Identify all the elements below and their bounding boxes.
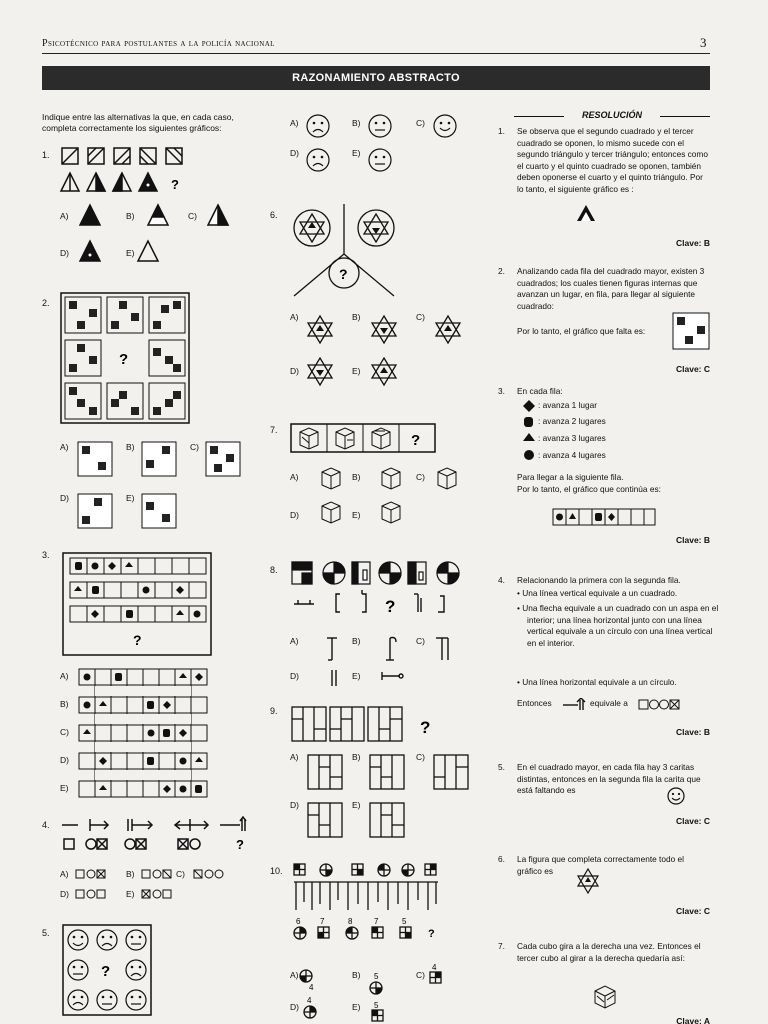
q5-option-d[interactable]: D) <box>290 148 299 158</box>
q1-figure <box>58 145 258 275</box>
resolution-2b: Por lo tanto, el gráfico que falta es: <box>517 326 646 336</box>
q6-number: 6. <box>270 210 278 220</box>
svg-text:5: 5 <box>374 1001 379 1010</box>
r4-item-3: • Una línea horizontal equivale a un círculo. <box>517 677 677 687</box>
svg-text:?: ? <box>101 963 111 980</box>
r7-clave: Clave: A <box>676 1016 710 1024</box>
q6-option-c[interactable]: C) <box>416 312 425 322</box>
q1-option-c[interactable]: C) <box>188 211 197 221</box>
section-banner: RAZONAMIENTO ABSTRACTO <box>42 66 710 90</box>
resolution-1: 1. Se observa que el segundo cuadrado y el tercer cuadrado se oponen, lo mismo sucede con el segundo triángulo y tercer triángulo; entonces como el cuarto y el quinto cuadrado se oponen, también deben oponerse el cuarto y el quinto triángulo. Por lo tanto, el siguiente gráfico es : <box>498 126 708 194</box>
r3-shape-icons <box>522 399 536 463</box>
q4-option-c[interactable]: C) <box>176 869 185 879</box>
q5-option-a[interactable]: A) <box>290 118 299 128</box>
q3-matrix <box>62 552 212 656</box>
q5-number: 5. <box>42 928 50 938</box>
running-title: Psicotécnico para postulantes a la policía nacional <box>42 38 275 49</box>
q4-number: 4. <box>42 820 50 830</box>
svg-text:?: ? <box>236 837 244 852</box>
r6-clave: Clave: C <box>675 906 710 916</box>
q7-option-a[interactable]: A) <box>290 472 299 482</box>
q6-figure <box>280 200 470 395</box>
q2-number: 2. <box>42 298 50 308</box>
page: Psicotécnico para postulantes a la policía nacional 3 RAZONAMIENTO ABSTRACTO Indique entre las alternativas la que, en cada caso, completa correctamente los siguientes gráficos: 1. ? A) B) C) D) E) 2. ? A) B) C) D) E) 3. ? A) B) C) D) E) 4. ? A) B) C) D) E) 5. ? A) B) C) D) E) 6. ? A) B) C) D) E) 7. ? A) B) C) D) E) 8. ? A) B) C) D) E) 9. ? A) B) C) D) E) 10. 6 7 8 7 5 ? 4 5 4 4 5 A) B) C) D) E) RESOLUCIÓN 1. Se observa que el segundo cuadrado y el tercer cuadrado se oponen, lo mismo sucede con el segundo triángulo y tercer triángulo; entonces como el cuarto y el quinto cuadrado se oponen, también deben oponerse el cuarto y el quinto triángulo. Por lo tanto, el siguiente gráfico es : Clave: B 2. Analizando cada fila del cuadrado mayor, existen 3 cuadrados; los cuales tienen figuras internas que avanzan un lugar, en fila, para llegar al siguiente cuadrado: Por lo tanto, el gráfico que falta es: Clave: C 3. En cada fila: : avanza 1 lugar : avanza 2 lugares : avanza 3 lugares : avanza 4 lugares Para llegar a la siguiente fila. Por lo tanto, el gráfico que continúa es: Clave: B 4. Relacionando la primera con la segunda fila. • Una línea vertical equivale a un cuadrado. • Una flecha equivale a un cuadrado con un aspa en el interior; una línea horizontal junto con una línea vertical equivale a un círculo con una línea vertical en el interior. • Una línea horizontal equivale a un círculo. Entonces equivale a Clave: B 5. En el cuadrado mayor, en cada fila hay 3 caritas distintas, entonces en la segunda fila la carita que está faltando es Clave: C 6. La figura que completa correctamente todo el gráfico es Clave: C 7. Cada cubo gira a la derecha una vez. Entonces el tercer cubo al girar a la derecha quedaría así: Clave: A <box>42 35 719 1024</box>
q10-number: 10. <box>270 866 283 876</box>
q4-figure <box>60 815 260 855</box>
svg-text:4: 4 <box>432 963 437 972</box>
svg-text:?: ? <box>339 266 348 282</box>
q1-option-b[interactable]: B) <box>126 211 135 221</box>
q8-figure <box>290 556 470 686</box>
q10-option-e[interactable]: E) <box>352 1002 361 1012</box>
svg-text:4: 4 <box>307 996 312 1005</box>
r5-smiley-icon <box>666 786 686 806</box>
q2-option-a[interactable]: A) <box>60 442 69 452</box>
q10-figure <box>290 860 470 1024</box>
q5-option-e[interactable]: E) <box>352 148 361 158</box>
q5-options-figure <box>300 112 470 178</box>
q9-figure <box>290 703 470 843</box>
q7-option-b[interactable]: B) <box>352 472 361 482</box>
r4-item-2: • Una flecha equivale a un cuadrado con un aspa en el interior; una línea horizontal junto con una línea vertical equivale a un círculo con una línea vertical en el interior. <box>517 603 719 648</box>
q6-option-d[interactable]: D) <box>290 366 299 376</box>
q4-options-figure <box>74 866 254 902</box>
q4-option-b[interactable]: B) <box>126 869 135 879</box>
q8-option-b[interactable]: B) <box>352 636 361 646</box>
q7-option-c[interactable]: C) <box>416 472 425 482</box>
svg-text:?: ? <box>428 928 435 940</box>
r1-triangle-icon <box>576 204 596 222</box>
q8-option-d[interactable]: D) <box>290 671 299 681</box>
q9-option-c[interactable]: C) <box>416 752 425 762</box>
q2-option-c[interactable]: C) <box>190 442 199 452</box>
r3-item-4: : avanza 4 lugares <box>538 450 606 460</box>
q3-number: 3. <box>42 550 50 560</box>
q8-number: 8. <box>270 565 278 575</box>
q2-option-b[interactable]: B) <box>126 442 135 452</box>
q2-option-e[interactable]: E) <box>126 493 135 503</box>
r5-clave: Clave: C <box>675 816 710 826</box>
intro-text: Indique entre las alternativas la que, en cada caso, completa correctamente los siguientes gráficos: <box>42 112 234 133</box>
q9-option-e[interactable]: E) <box>352 800 361 810</box>
q9-number: 9. <box>270 706 278 716</box>
q9-option-d[interactable]: D) <box>290 800 299 810</box>
q8-option-c[interactable]: C) <box>416 636 425 646</box>
svg-text:?: ? <box>385 597 396 616</box>
r3-item-3: : avanza 3 lugares <box>538 433 606 443</box>
q9-option-a[interactable]: A) <box>290 752 299 762</box>
q4-option-d[interactable]: D) <box>60 889 69 899</box>
r1-clave: Clave: B <box>675 238 710 248</box>
q7-option-d[interactable]: D) <box>290 510 299 520</box>
q5-option-b[interactable]: B) <box>352 118 361 128</box>
q5-option-c[interactable]: C) <box>416 118 425 128</box>
svg-text:5: 5 <box>374 972 379 981</box>
q10-option-a[interactable]: A) <box>290 970 299 980</box>
q1-option-d[interactable]: D) <box>60 248 69 258</box>
svg-text:4: 4 <box>309 983 314 992</box>
q10-option-d[interactable]: D) <box>290 1002 299 1012</box>
q5-matrix <box>62 924 152 1016</box>
svg-text:?: ? <box>119 351 129 368</box>
r4-answer-icon <box>638 699 682 711</box>
svg-text:?: ? <box>411 432 421 449</box>
q8-option-a[interactable]: A) <box>290 636 299 646</box>
r7-cube-icon <box>592 984 618 1010</box>
svg-text:?: ? <box>171 177 179 192</box>
r3-clave: Clave: B <box>675 535 710 545</box>
q6-option-e[interactable]: E) <box>352 366 361 376</box>
svg-text:5: 5 <box>402 917 407 926</box>
q3-option-c[interactable]: C) <box>60 727 69 737</box>
r3-item-1: : avanza 1 lugar <box>538 400 598 410</box>
q4-option-e[interactable]: E) <box>126 889 135 899</box>
q6-option-b[interactable]: B) <box>352 312 361 322</box>
r6-star-icon <box>576 868 600 894</box>
r3-text3: Por lo tanto, el gráfico que continúa es: <box>517 484 661 494</box>
q10-option-b[interactable]: B) <box>352 970 361 980</box>
r2-answer-icon <box>672 312 710 350</box>
r3-item-2: : avanza 2 lugares <box>538 416 606 426</box>
svg-text:7: 7 <box>374 917 379 926</box>
r4-clave: Clave: B <box>675 727 710 737</box>
q2-matrix <box>60 292 190 424</box>
q1-option-a[interactable]: A) <box>60 211 69 221</box>
q3-options-figure <box>78 668 210 802</box>
svg-text:?: ? <box>133 632 142 648</box>
svg-text:6: 6 <box>296 917 301 926</box>
q3-option-a[interactable]: A) <box>60 671 69 681</box>
r4-equivale: equivale a <box>590 698 628 708</box>
q7-figure <box>290 420 470 535</box>
q7-number: 7. <box>270 425 278 435</box>
q2-options-figure <box>76 440 266 532</box>
q1-number: 1. <box>42 150 50 160</box>
q7-option-e[interactable]: E) <box>352 510 361 520</box>
resolution-heading: RESOLUCIÓN <box>514 110 710 120</box>
r3-answer-icon <box>552 508 656 526</box>
q10-option-c[interactable]: C) <box>416 970 425 980</box>
r4-arrow-icon <box>562 698 588 712</box>
r3-text2: Para llegar a la siguiente fila. <box>517 472 624 482</box>
r2-clave: Clave: C <box>675 364 710 374</box>
svg-text:7: 7 <box>320 917 325 926</box>
q3-option-e[interactable]: E) <box>60 783 69 793</box>
header-rule <box>42 53 710 54</box>
resolution-2: 2. Analizando cada fila del cuadrado mayor, existen 3 cuadrados; los cuales tienen figuras internas que avanzan un lugar, en fila, para llegar al siguiente cuadrado: <box>498 266 705 311</box>
q4-option-a[interactable]: A) <box>60 869 69 879</box>
q2-option-d[interactable]: D) <box>60 493 69 503</box>
r4-item-1: • Una línea vertical equivale a un cuadrado. <box>517 588 678 598</box>
q6-option-a[interactable]: A) <box>290 312 299 322</box>
page-number: 3 <box>700 35 707 50</box>
q8-option-e[interactable]: E) <box>352 671 361 681</box>
q1-option-e[interactable]: E) <box>126 248 135 258</box>
svg-text:8: 8 <box>348 917 353 926</box>
svg-text:?: ? <box>420 718 431 737</box>
r4-entonces: Entonces <box>517 698 552 708</box>
q3-option-b[interactable]: B) <box>60 699 69 709</box>
q9-option-b[interactable]: B) <box>352 752 361 762</box>
q3-option-d[interactable]: D) <box>60 755 69 765</box>
